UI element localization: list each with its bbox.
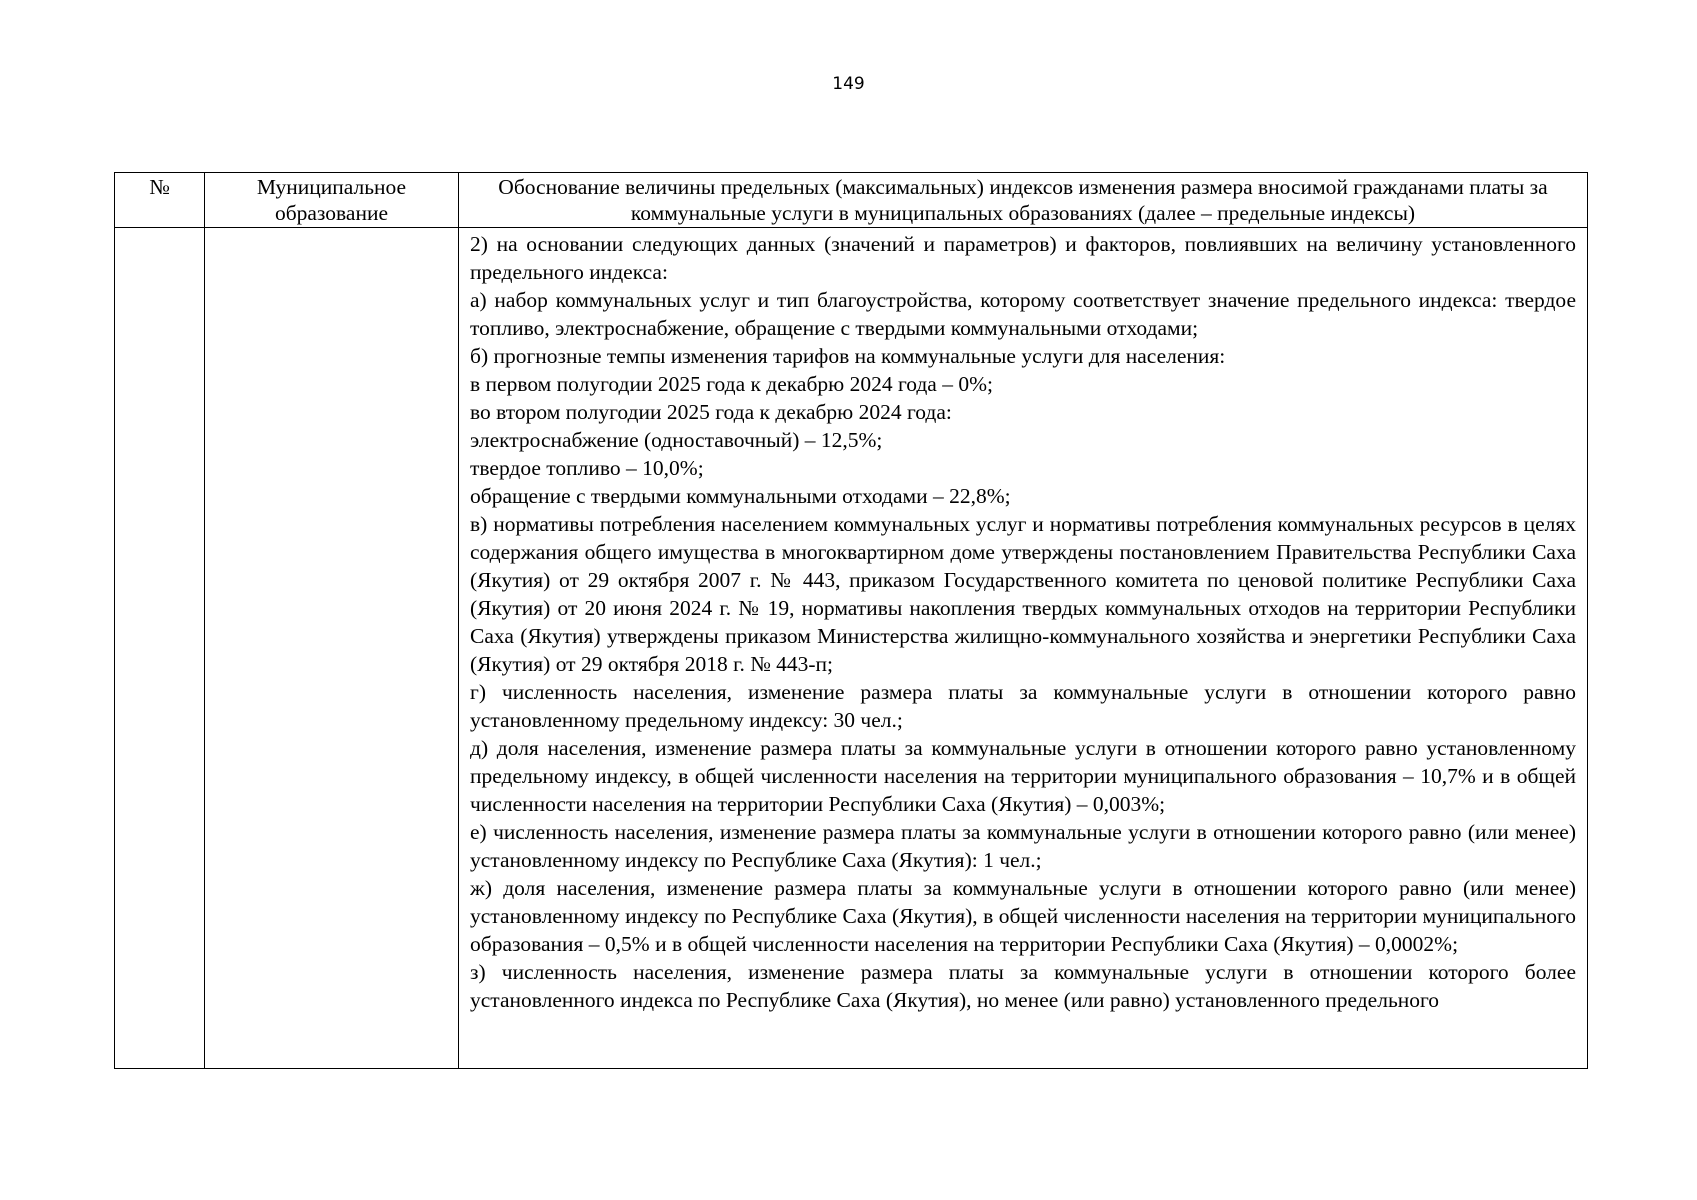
justification-text (470, 230, 1576, 1068)
header-municipality: Муниципальное образование (205, 173, 459, 228)
paragraph-b-tariff-forecast: б) прогнозные темпы изменения тарифов на коммунальные услуги для населения: (470, 344, 1226, 368)
header-number: № (115, 173, 205, 228)
paragraph-electricity: электроснабжение (одноставочный) – 12,5%; (470, 428, 883, 452)
paragraph-zh-share-less: ж) доля населения, изменение размера платы за коммунальные услуги в отношении которого равно (или менее) установленному индексу по Республике Саха (Якутия), в общей численности населения на территории муниципального образования – 0,5% и в общей численности населения на территории Республики Саха (Якутия) – 0,0002%; (470, 876, 1576, 956)
paragraph-v-norms: в) нормативы потребления населением коммунальных услуг и нормативы потребления коммунальных ресурсов в целях содержания общего имущества в многоквартирном доме утверждены постановлением Правительства Республики Саха (Якутия) от 29 октября 2007 г. № 443, приказом Государственного комитета по ценовой политике Республики Саха (Якутия) от 20 июня 2024 г. № 19, нормативы накопления твердых коммунальных отходов на территории Республики Саха (Якутия) утверждены приказом Министерства жилищно-коммунального хозяйства и энергетики Республики Саха (Якутия) от 29 октября 2018 г. № 443-п; (470, 512, 1576, 676)
paragraph-first-half-2025: в первом полугодии 2025 года к декабрю 2024 года – 0%; (470, 372, 993, 396)
cell-municipality (205, 228, 459, 1069)
paragraph-solid-fuel: твердое топливо – 10,0%; (470, 456, 704, 480)
paragraph-e-population-less: е) численность населения, изменение размера платы за коммунальные услуги в отношении которого равно (или менее) установленному индексу по Республике Саха (Якутия): 1 чел.; (470, 820, 1576, 872)
paragraph-d-share-equal: д) доля населения, изменение размера платы за коммунальные услуги в отношении которого равно установленному предельному индексу, в общей численности населения на территории муниципального образования – 10,7% и в общей численности населения на территории Республики Саха (Якутия) – 0,003%; (470, 736, 1576, 816)
justification-table (114, 172, 1588, 1069)
paragraph-basis: 2) на основании следующих данных (значений и параметров) и факторов, повлиявших на величину установленного предельного индекса: (470, 232, 1576, 284)
paragraph-solid-waste: обращение с твердыми коммунальными отходами – 22,8%; (470, 484, 1011, 508)
cell-number (115, 228, 205, 1069)
table-header-row (115, 173, 1588, 228)
table-row (115, 228, 1588, 1069)
cell-justification (459, 228, 1588, 1069)
paragraph-z-population-more: з) численность населения, изменение размера платы за коммунальные услуги в отношении которого более установленного индекса по Республике Саха (Якутия), но менее (или равно) установленного предельного (470, 960, 1576, 1012)
page-number: 149 (832, 74, 865, 94)
paragraph-second-half-2025: во втором полугодии 2025 года к декабрю 2024 года: (470, 400, 952, 424)
paragraph-g-population-equal: г) численность населения, изменение размера платы за коммунальные услуги в отношении которого равно установленному предельному индексу: 30 чел.; (470, 680, 1576, 732)
header-justification: Обоснование величины предельных (максимальных) индексов изменения размера вносимой гражданами платы за коммунальные услуги в муниципальных образованиях (далее – предельные индексы) (459, 173, 1588, 228)
paragraph-a-services-set: а) набор коммунальных услуг и тип благоустройства, которому соответствует значение предельного индекса: твердое топливо, электроснабжение, обращение с твердыми коммунальными отходами; (470, 288, 1576, 340)
